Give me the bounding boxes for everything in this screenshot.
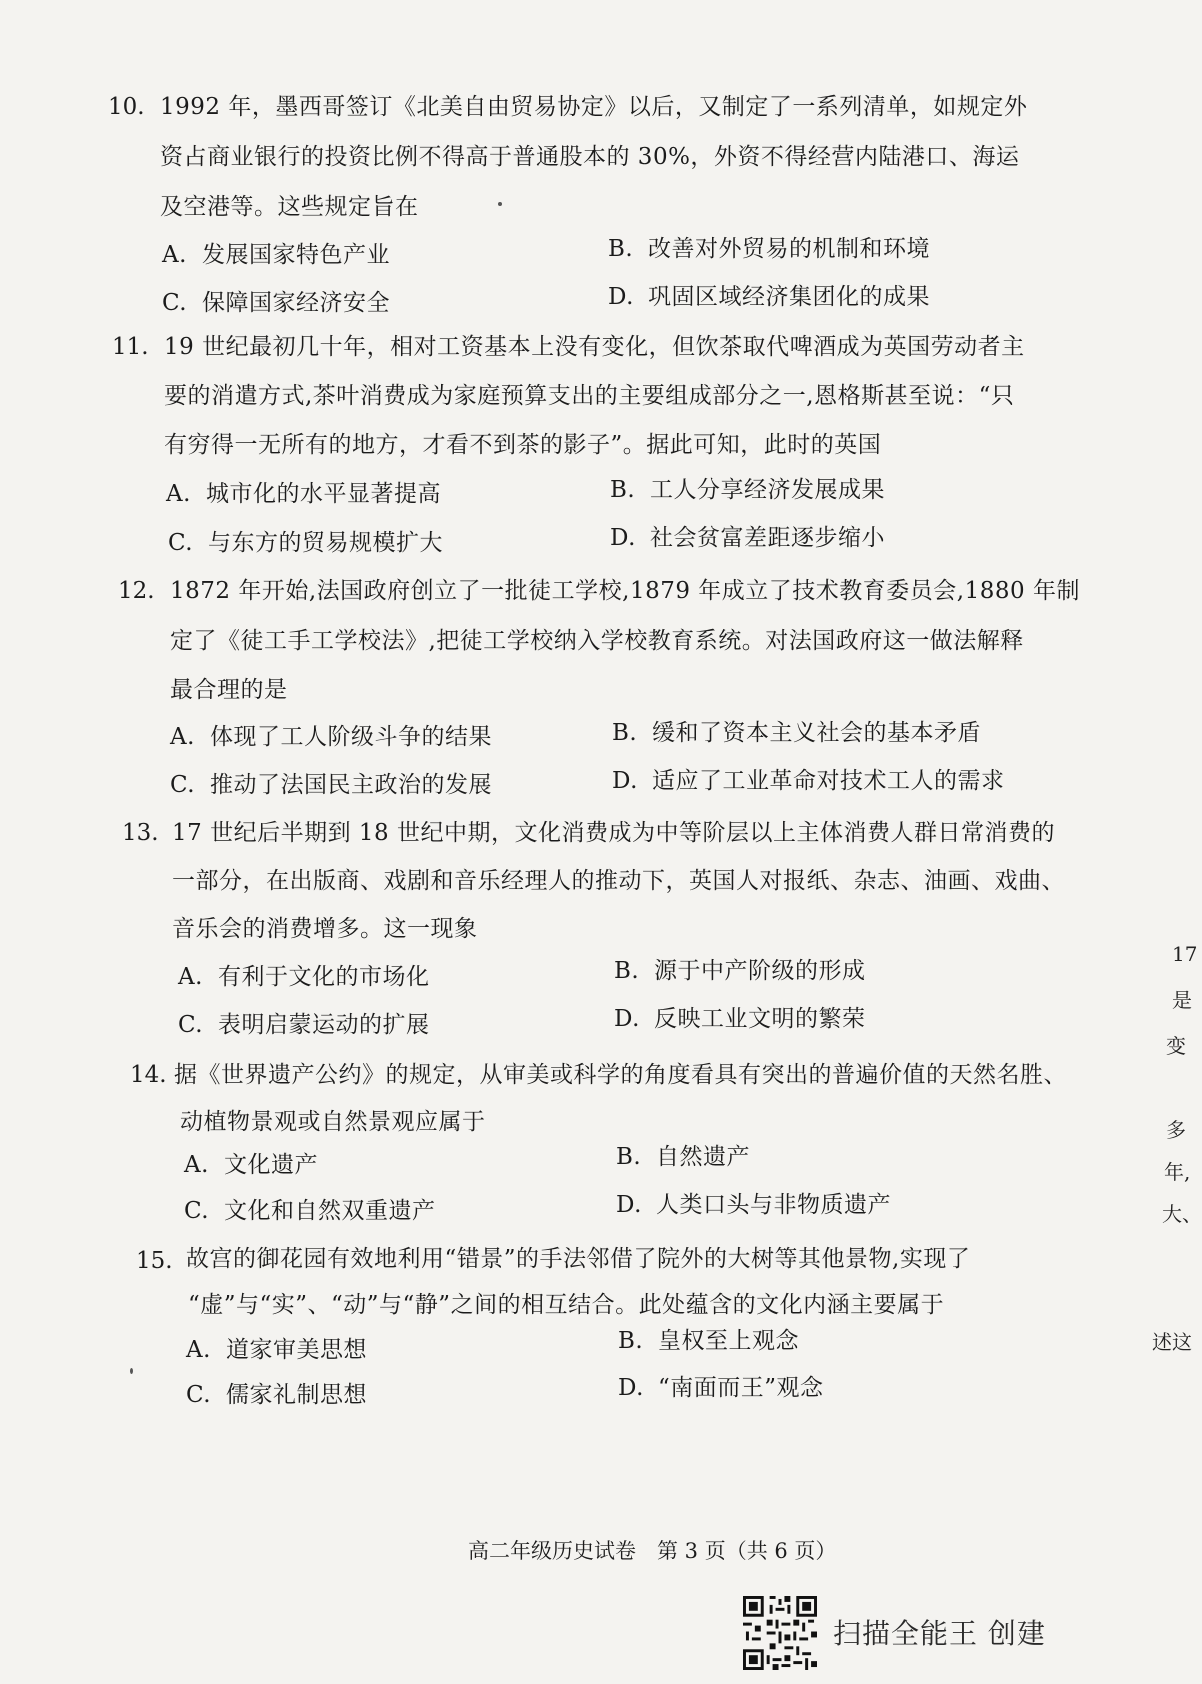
edge-fragment: 大、 (1162, 1202, 1202, 1226)
question-text-line: 一部分，在出版商、戏剧和音乐经理人的推动下，英国人对报纸、杂志、油画、戏曲、 (172, 868, 1065, 894)
option-text: 城市化的水平显著提高 (206, 481, 441, 507)
option-b (610, 475, 885, 505)
option-text: 改善对外贸易的机制和环境 (648, 236, 930, 262)
option-key: A. (162, 242, 187, 268)
question-text-line: 19 世纪最初几十年，相对工资基本上没有变化，但饮茶取代啤酒成为英国劳动者主 (164, 334, 1025, 360)
option-text: “南面而王”观念 (658, 1375, 824, 1401)
edge-fragment: 多 (1166, 1118, 1186, 1142)
edge-fragment: 是 (1172, 988, 1192, 1012)
option-a (170, 722, 492, 752)
option-text: 文化和自然双重遗产 (224, 1198, 436, 1224)
question-text-line: 1992 年，墨西哥签订《北美自由贸易协定》以后，又制定了一系列清单，如规定外 (160, 94, 1028, 120)
option-text: 适应了工业革命对技术工人的需求 (652, 768, 1005, 794)
option-d (610, 523, 885, 553)
question-text-line: 17 世纪后半期到 18 世纪中期，文化消费成为中等阶层以上主体消费人群日常消费的 (172, 820, 1055, 846)
edge-fragment: 年, (1164, 1160, 1191, 1184)
edge-fragment: 17 (1172, 942, 1198, 966)
option-c (170, 770, 492, 800)
option-key: A. (184, 1152, 209, 1178)
option-text: 自然遗产 (656, 1144, 750, 1170)
edge-fragment: 述这 (1152, 1330, 1192, 1354)
option-key: B. (616, 1144, 642, 1170)
option-text: 有利于文化的市场化 (218, 964, 430, 990)
option-key: A. (178, 964, 203, 990)
option-text: 表明启蒙运动的扩展 (218, 1012, 430, 1038)
option-d (618, 1373, 824, 1403)
option-b (616, 1142, 750, 1172)
option-b (608, 234, 930, 264)
option-text: 与东方的贸易规模扩大 (208, 530, 443, 556)
question-number: 12. (118, 578, 155, 604)
option-d (608, 282, 930, 312)
option-text: 儒家礼制思想 (226, 1382, 367, 1408)
option-d (614, 1004, 866, 1034)
option-key: B. (612, 720, 638, 746)
option-text: 人类口头与非物质遗产 (656, 1192, 891, 1218)
option-text: 道家审美思想 (226, 1337, 367, 1363)
question-number: 15. (136, 1248, 173, 1274)
option-a (184, 1150, 318, 1180)
question-text-line: 据《世界遗产公约》的规定，从审美或科学的角度看具有突出的普遍价值的天然名胜、 (174, 1062, 1067, 1088)
option-text: 保障国家经济安全 (202, 290, 390, 316)
scan-speck (130, 1368, 133, 1374)
option-b (612, 718, 981, 748)
option-text: 巩固区域经济集团化的成果 (648, 284, 930, 310)
option-a (162, 240, 390, 270)
option-key: A. (170, 724, 195, 750)
option-text: 工人分享经济发展成果 (650, 477, 885, 503)
question-text-line: 故宫的御花园有效地利用“错景”的手法邻借了院外的大树等其他景物,实现了 (186, 1246, 971, 1272)
option-text: 缓和了资本主义社会的基本矛盾 (652, 720, 981, 746)
option-a (178, 962, 430, 992)
question-number: 14. (130, 1062, 167, 1088)
question-text-line: 定了《徒工手工学校法》,把徒工学校纳入学校教育系统。对法国政府这一做法解释 (170, 628, 1024, 654)
option-key: B. (614, 958, 640, 984)
option-c (178, 1010, 430, 1040)
option-text: 反映工业文明的繁荣 (654, 1006, 866, 1032)
question-number: 11. (112, 334, 149, 360)
question-text-line: 最合理的是 (170, 677, 288, 703)
option-key: A. (166, 481, 191, 507)
option-key: D. (612, 768, 638, 794)
option-key: B. (618, 1328, 644, 1354)
option-d (616, 1190, 891, 1220)
question-text-line: 1872 年开始,法国政府创立了一批徒工学校,1879 年成立了技术教育委员会,1880 年制 (170, 578, 1080, 604)
option-text: 体现了工人阶级斗争的结果 (210, 724, 492, 750)
option-key: D. (614, 1006, 640, 1032)
option-a (186, 1335, 367, 1365)
option-key: C. (178, 1012, 204, 1038)
option-key: C. (170, 772, 196, 798)
question-text-line: 动植物景观或自然景观应属于 (180, 1109, 486, 1135)
question-text-line: 音乐会的消费增多。这一现象 (172, 916, 478, 942)
scanner-watermark-label: 扫描全能王 创建 (833, 1617, 1046, 1650)
question-text-line: 有穷得一无所有的地方，才看不到茶的影子”。据此可知，此时的英国 (164, 432, 882, 458)
option-key: D. (616, 1192, 642, 1218)
option-b (618, 1326, 799, 1356)
option-key: C. (168, 530, 194, 556)
option-b (614, 956, 866, 986)
option-text: 源于中产阶级的形成 (654, 958, 866, 984)
page-footer: 高二年级历史试卷 第 3 页（共 6 页） (468, 1539, 837, 1563)
option-key: D. (610, 525, 636, 551)
option-key: D. (608, 284, 634, 310)
question-number: 10. (108, 94, 145, 120)
option-key: B. (610, 477, 636, 503)
option-text: 文化遗产 (224, 1152, 318, 1178)
question-text-line: “虚”与“实”、“动”与“静”之间的相互结合。此处蕴含的文化内涵主要属于 (188, 1292, 945, 1318)
option-key: C. (186, 1382, 212, 1408)
option-c (162, 288, 390, 318)
option-a (166, 479, 441, 509)
option-c (168, 528, 443, 558)
option-key: C. (184, 1198, 210, 1224)
scan-speck (498, 202, 502, 206)
question-number: 13. (122, 820, 159, 846)
option-c (186, 1380, 367, 1410)
option-text: 推动了法国民主政治的发展 (210, 772, 492, 798)
option-text: 皇权至上观念 (658, 1328, 799, 1354)
option-text: 社会贫富差距逐步缩小 (650, 525, 885, 551)
option-c (184, 1196, 436, 1226)
question-text-line: 要的消遣方式,茶叶消费成为家庭预算支出的主要组成部分之一,恩格斯甚至说：“只 (164, 383, 1015, 409)
option-key: C. (162, 290, 188, 316)
option-text: 发展国家特色产业 (202, 242, 390, 268)
question-text-line: 资占商业银行的投资比例不得高于普通股本的 30%，外资不得经营内陆港口、海运 (160, 144, 1020, 170)
option-key: D. (618, 1375, 644, 1401)
option-key: B. (608, 236, 634, 262)
qr-code-icon (743, 1596, 817, 1670)
edge-fragment: 变 (1166, 1034, 1186, 1058)
option-d (612, 766, 1005, 796)
question-text-line: 及空港等。这些规定旨在 (160, 194, 419, 220)
option-key: A. (186, 1337, 211, 1363)
